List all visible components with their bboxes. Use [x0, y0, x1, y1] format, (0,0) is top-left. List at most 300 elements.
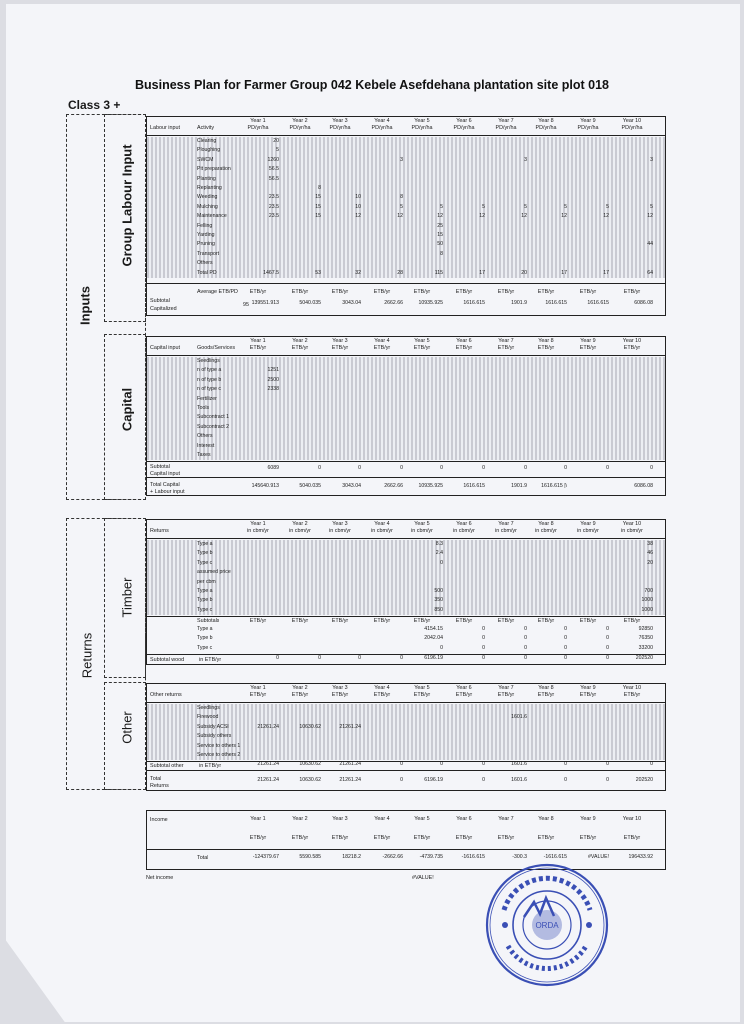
row-value: 10630.62 — [299, 723, 321, 730]
table-row — [147, 366, 665, 375]
table-row — [147, 634, 665, 643]
table-row — [147, 713, 665, 722]
table-row — [147, 596, 665, 605]
row-value: 700 — [644, 588, 653, 594]
capital-table — [146, 336, 666, 496]
header-unit: ETB/yr — [579, 692, 597, 698]
row-label: Mulching — [197, 203, 218, 210]
row-value: 20 — [647, 559, 653, 566]
row-value: 46 — [647, 550, 653, 557]
row-value: 38 — [647, 541, 653, 547]
row-value: 1251 — [267, 367, 279, 374]
line-value: 145640.913 — [251, 483, 279, 489]
header-year: Year 7 — [498, 685, 514, 691]
header-unit: ETB/yr — [413, 692, 431, 698]
header-year: Year 1 — [250, 118, 266, 124]
row-value: 0 — [606, 635, 609, 642]
subtotal-value: 2662.66 — [384, 300, 403, 306]
row-label: Pit preparation — [197, 166, 231, 173]
income-unit: ETB/yr — [579, 835, 597, 841]
subtotal-label: Capitalized — [150, 306, 177, 312]
stamp-text: ORDA — [535, 921, 559, 930]
row-value: 3 — [400, 156, 403, 163]
subtotal-wood-value: 6196.19 — [424, 655, 443, 661]
row-label: Felling — [197, 222, 213, 229]
subtotals-unit: ETB/yr — [537, 618, 555, 624]
row-label: Type c — [197, 606, 213, 613]
subtotal-value: 1616.615 — [587, 300, 609, 306]
row-value: 23.5 — [268, 194, 279, 201]
header-unit: PD/yr/ha — [411, 125, 433, 131]
header-year: Year 1 — [250, 685, 266, 691]
line-value: 0 — [524, 465, 527, 471]
income-year: Year 7 — [498, 816, 514, 822]
row-label: n of type a — [197, 367, 222, 374]
avg-unit: ETB/yr — [291, 289, 309, 295]
row-value: 5 — [440, 203, 443, 210]
table-row — [147, 193, 665, 202]
header-year: Year 7 — [498, 338, 514, 344]
subtotal-value: 6086.08 — [634, 300, 653, 306]
header-year: Year 10 — [622, 118, 642, 124]
header-unit: ETB/yr — [331, 692, 349, 698]
subtotals-unit: ETB/yr — [249, 618, 267, 624]
row-value: 12 — [355, 213, 361, 220]
row-value: 0 — [564, 626, 567, 632]
line-value: 1616.615 |\ — [541, 483, 567, 489]
header-year: Year 3 — [332, 685, 348, 691]
row-label: Subcontract 1 — [197, 414, 230, 421]
row-label: Ploughing — [197, 147, 221, 154]
row-label: Weeding — [197, 194, 218, 201]
subtotal-wood-value: 0 — [606, 655, 609, 661]
header-year: Year 2 — [292, 118, 308, 124]
row-label: Seedlings — [197, 358, 220, 364]
subtotal-wood-value: 0 — [276, 655, 279, 661]
avg-unit: ETB/yr — [537, 289, 555, 295]
line-value: 0 — [318, 465, 321, 471]
row-label: Service to others 2 — [197, 752, 241, 758]
table-row — [147, 606, 665, 615]
header-year: Year 5 — [414, 338, 430, 344]
row-value: 115 — [434, 269, 443, 276]
table-row — [147, 549, 665, 558]
table-row — [147, 732, 665, 741]
header-unit: in cbm/yr — [411, 528, 433, 534]
income-total-value: -2662.66 — [382, 854, 403, 860]
subtotal-wood-value: 0 — [358, 655, 361, 661]
row-value: 8 — [318, 185, 321, 191]
row-value: 0 — [606, 644, 609, 651]
subtotal-other-value: 0 — [650, 761, 653, 767]
header-year: Year 10 — [622, 521, 642, 527]
income-total-value: 5590.585 — [299, 854, 321, 860]
row-value: 12 — [479, 213, 485, 220]
subtotal-other-value: 21261.24 — [339, 761, 361, 767]
row-label: Subsidy ACSI — [197, 723, 229, 730]
subtotal-other-value: 21261.24 — [257, 761, 279, 767]
income-unit: ETB/yr — [623, 835, 641, 841]
row-value: 5 — [482, 203, 485, 210]
row-value: 1601.6 — [511, 714, 527, 721]
row-label: Tools — [197, 405, 210, 411]
header-year: Year 4 — [374, 338, 390, 344]
row-label: Yarding — [197, 232, 215, 238]
table-row — [147, 742, 665, 751]
header-year: Year 8 — [538, 118, 554, 124]
row-label: Interest — [197, 442, 215, 449]
table-row — [147, 413, 665, 422]
row-value: 92850 — [638, 626, 653, 632]
table-row — [147, 451, 665, 460]
row-value: 53 — [315, 269, 321, 276]
header-unit: in cbm/yr — [621, 528, 643, 534]
row-value: 1000 — [641, 606, 653, 613]
line-value: 10630.62 — [299, 777, 321, 783]
table-row — [147, 559, 665, 568]
subtotal-wood-label: Subtotal wood — [150, 657, 185, 663]
table-row — [147, 587, 665, 596]
row-label: SWCM — [197, 156, 214, 163]
income-total-value: -1616.615 — [461, 854, 485, 860]
avg-unit: ETB/yr — [249, 289, 267, 295]
line-value: 0 — [606, 777, 609, 783]
row-label: Type a — [197, 626, 213, 632]
line-label: Capital input — [150, 471, 180, 477]
row-value: 2042.04 — [424, 635, 443, 642]
header-unit: in cbm/yr — [495, 528, 517, 534]
row-value: 2.4 — [435, 550, 443, 557]
row-value: 15 — [315, 213, 321, 220]
row-value: 5 — [524, 203, 527, 210]
other-label: Other — [119, 711, 135, 744]
subtotal-other-value: 0 — [482, 761, 485, 767]
subtotal-value: 3043.04 — [342, 300, 361, 306]
row-label: Maintenance — [197, 213, 227, 220]
net-income-label: Net income — [146, 875, 174, 881]
row-label: Type a — [197, 541, 213, 547]
divider — [147, 770, 665, 771]
table-row — [147, 357, 665, 366]
row-value: 12 — [603, 213, 609, 220]
header-year: Year 8 — [538, 521, 554, 527]
row-value: 8.3 — [435, 541, 443, 547]
table-row — [147, 165, 665, 174]
avg-unit: ETB/yr — [413, 289, 431, 295]
row-value: 50 — [437, 241, 443, 248]
subtotals-unit: ETB/yr — [373, 618, 391, 624]
table-row — [147, 376, 665, 385]
header-year: Year 8 — [538, 685, 554, 691]
row-value: 21261.24 — [339, 723, 361, 730]
row-label: Type b — [197, 635, 213, 642]
table-row — [147, 704, 665, 713]
row-value: 17 — [479, 269, 485, 276]
row-value: 56.5 — [268, 166, 279, 173]
inputs-label: Inputs — [77, 286, 93, 325]
subtotals-label: Subtotals — [197, 618, 220, 624]
income-year: Year 5 — [414, 816, 430, 822]
row-value: 20 — [521, 269, 527, 276]
row-value: 12 — [397, 213, 403, 220]
row-value: 33200 — [638, 644, 653, 651]
row-label: Pruning — [197, 241, 215, 248]
table-row — [147, 395, 665, 404]
row-value: 12 — [521, 213, 527, 220]
divider — [147, 355, 665, 356]
header-unit: ETB/yr — [249, 345, 267, 351]
row-label: Fertilizer — [197, 395, 217, 402]
subtotals-unit: ETB/yr — [579, 618, 597, 624]
header-year: Year 7 — [498, 521, 514, 527]
row-label: Subsidy others — [197, 733, 232, 740]
table-row — [147, 250, 665, 259]
subtotal-wood-value: 0 — [318, 655, 321, 661]
income-total-value: -300.3 — [512, 854, 527, 860]
row-value: 350 — [434, 597, 443, 604]
header-year: Year 5 — [414, 118, 430, 124]
line-value: 0 — [564, 777, 567, 783]
table-row — [147, 432, 665, 441]
header-unit: PD/yr/ha — [247, 125, 269, 131]
subtotal-other-label: Subtotal other — [150, 763, 184, 769]
table-row — [147, 423, 665, 432]
line-value: 6089 — [267, 465, 279, 471]
subtotal-other-value: 0 — [440, 761, 443, 767]
row-value: 17 — [603, 269, 609, 276]
subtotal-wood-value: 0 — [564, 655, 567, 661]
line-value: 1616.615 — [463, 483, 485, 489]
header-unit: ETB/yr — [455, 345, 473, 351]
table-row — [147, 540, 665, 549]
row-value: 500 — [434, 588, 443, 594]
header-year: Year 4 — [374, 118, 390, 124]
header-unit: in cbm/yr — [535, 528, 557, 534]
header-year: Year 6 — [456, 685, 472, 691]
class-label: Class 3 + — [68, 98, 121, 112]
header-unit: ETB/yr — [623, 692, 641, 698]
row-label: Clearing — [197, 138, 217, 144]
header-unit: ETB/yr — [291, 345, 309, 351]
income-total-value: -1616.615 — [543, 854, 567, 860]
row-value: 2338 — [267, 386, 279, 393]
group-labour-label: Group Labour Input — [119, 144, 135, 267]
header-year: Year 7 — [498, 118, 514, 124]
row-value: 0 — [482, 626, 485, 632]
avg-unit: ETB/yr — [579, 289, 597, 295]
header-unit: ETB/yr — [249, 692, 267, 698]
income-unit: ETB/yr — [331, 835, 349, 841]
line-value: 0 — [482, 465, 485, 471]
line-value: 1601.6 — [511, 777, 527, 783]
row-label: Type c — [197, 559, 213, 566]
row-value: 23.5 — [268, 203, 279, 210]
table-row — [147, 240, 665, 249]
row-value: 23.5 — [268, 213, 279, 220]
header-year: Year 8 — [538, 338, 554, 344]
header-unit: in cbm/yr — [247, 528, 269, 534]
official-stamp — [484, 862, 610, 988]
table-row — [147, 184, 665, 193]
table-row — [147, 625, 665, 634]
line-value: 0 — [400, 465, 403, 471]
header-year: Year 2 — [292, 521, 308, 527]
row-value: 2500 — [267, 376, 279, 383]
subtotals-unit: ETB/yr — [623, 618, 641, 624]
header-unit: PD/yr/ha — [535, 125, 557, 131]
table-row — [147, 259, 665, 268]
row-value: 8 — [440, 250, 443, 257]
subtotals-unit: ETB/yr — [291, 618, 309, 624]
row-value: 12 — [437, 213, 443, 220]
header-year: Year 4 — [374, 521, 390, 527]
table-row — [147, 222, 665, 231]
row-value: 850 — [434, 606, 443, 613]
row-label: Type b — [197, 597, 213, 604]
header-year: Year 1 — [250, 338, 266, 344]
income-unit: ETB/yr — [249, 835, 267, 841]
header-col2: Activity — [197, 125, 215, 131]
header-unit: in cbm/yr — [453, 528, 475, 534]
header-year: Year 4 — [374, 685, 390, 691]
row-value: 5 — [650, 203, 653, 210]
subtotal-wood-value: 0 — [524, 655, 527, 661]
header-unit: PD/yr/ha — [329, 125, 351, 131]
row-value: 0 — [564, 635, 567, 642]
avg-unit: ETB/yr — [455, 289, 473, 295]
income-year: Year 9 — [580, 816, 596, 822]
row-label: per cbm — [197, 578, 216, 585]
row-label: Total PD — [197, 269, 217, 276]
row-value: 5 — [606, 203, 609, 210]
income-unit: ETB/yr — [291, 835, 309, 841]
subtotal-wood-value: 0 — [482, 655, 485, 661]
line-value: 6086.08 — [634, 483, 653, 489]
subtotal-value: 139551.913 — [251, 300, 279, 306]
header-unit: PD/yr/ha — [289, 125, 311, 131]
row-value: 0 — [482, 635, 485, 642]
table-row — [147, 404, 665, 413]
line-value: 2662.66 — [384, 483, 403, 489]
table-row — [147, 146, 665, 155]
row-label: Service to others 1 — [197, 742, 241, 749]
subtotal-other-value: 1601.6 — [511, 761, 527, 767]
row-value: 8 — [400, 194, 403, 201]
header-unit: PD/yr/ha — [577, 125, 599, 131]
row-value: 0 — [524, 626, 527, 632]
header-unit: ETB/yr — [291, 692, 309, 698]
row-value: 32 — [355, 269, 361, 276]
subtotals-unit: ETB/yr — [455, 618, 473, 624]
income-year: Year 1 — [250, 816, 266, 822]
divider — [147, 538, 665, 539]
income-total-value: -124379.67 — [252, 854, 279, 860]
avg-value: 95 — [243, 302, 249, 308]
row-value: 0 — [482, 644, 485, 651]
row-value: 25 — [437, 222, 443, 229]
row-value: 1000 — [641, 597, 653, 604]
income-unit: ETB/yr — [455, 835, 473, 841]
header-unit: ETB/yr — [579, 345, 597, 351]
row-value: 12 — [561, 213, 567, 220]
subtotal-other-unit: in ETB/yr — [199, 763, 222, 769]
row-value: 28 — [397, 269, 403, 276]
header-unit: ETB/yr — [413, 345, 431, 351]
header-unit: in cbm/yr — [577, 528, 599, 534]
income-label: Income — [150, 817, 168, 823]
line-value: 0 — [606, 465, 609, 471]
subtotal-value: 5040.035 — [299, 300, 321, 306]
row-label: n of type b — [197, 376, 222, 383]
line-value: 0 — [358, 465, 361, 471]
subtotals-unit: ETB/yr — [497, 618, 515, 624]
line-label: + Labour input — [150, 489, 185, 495]
row-label: Others — [197, 433, 213, 440]
line-value: 0 — [400, 777, 403, 783]
income-total-label: Total — [197, 855, 209, 861]
header-unit: ETB/yr — [623, 345, 641, 351]
subtotal-other-value: 10630.62 — [299, 761, 321, 767]
header-year: Year 10 — [622, 338, 642, 344]
subtotal-value: 10935.925 — [418, 300, 443, 306]
table-row — [147, 751, 665, 760]
row-value: 0 — [524, 635, 527, 642]
row-value: 0 — [564, 644, 567, 651]
subtotal-other-value: 0 — [606, 761, 609, 767]
table-row — [147, 175, 665, 184]
line-value: 0 — [482, 777, 485, 783]
header-year: Year 9 — [580, 338, 596, 344]
header-unit: ETB/yr — [455, 692, 473, 698]
row-label: Type a — [197, 588, 213, 594]
timber-label: Timber — [119, 577, 135, 618]
row-value: 44 — [647, 241, 653, 248]
row-label: Taxes — [197, 452, 211, 458]
row-label: Type c — [197, 644, 213, 651]
header-unit: ETB/yr — [497, 345, 515, 351]
header-unit: in cbm/yr — [371, 528, 393, 534]
subtotal-value: 1616.615 — [463, 300, 485, 306]
row-value: 12 — [647, 213, 653, 220]
income-year: Year 2 — [292, 816, 308, 822]
table-row — [147, 137, 665, 146]
header-col1: Returns — [150, 528, 169, 534]
row-value: 0 — [440, 559, 443, 566]
returns-label: Returns — [79, 632, 95, 679]
line-value: 10935.925 — [418, 483, 443, 489]
header-year: Year 3 — [332, 521, 348, 527]
avg-unit: ETB/yr — [497, 289, 515, 295]
income-year: Year 6 — [456, 816, 472, 822]
line-value: 0 — [564, 465, 567, 471]
line-label: Returns — [150, 783, 169, 789]
row-value: 0 — [524, 644, 527, 651]
row-value: 15 — [315, 194, 321, 201]
labour-table — [146, 116, 666, 316]
header-unit: PD/yr/ha — [621, 125, 643, 131]
header-unit: in cbm/yr — [329, 528, 351, 534]
income-unit: ETB/yr — [373, 835, 391, 841]
row-label: Firewood — [197, 714, 219, 721]
income-year: Year 8 — [538, 816, 554, 822]
header-year: Year 9 — [580, 685, 596, 691]
row-value: 1467.5 — [263, 269, 279, 276]
table-row — [147, 212, 665, 221]
header-col1: Other returns — [150, 692, 182, 698]
subtotal-other-value: 0 — [400, 761, 403, 767]
divider — [147, 849, 665, 850]
line-value: 3043.04 — [342, 483, 361, 489]
